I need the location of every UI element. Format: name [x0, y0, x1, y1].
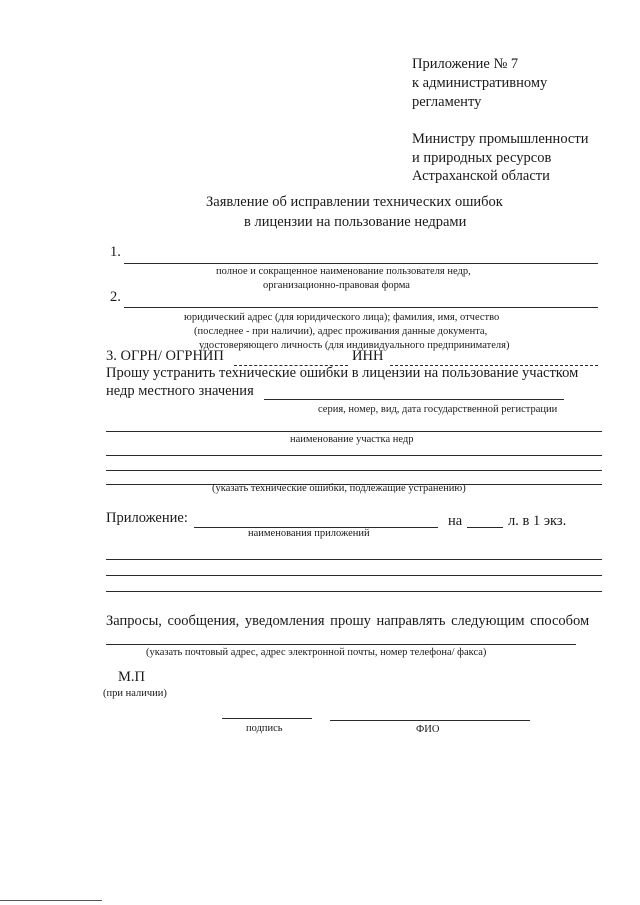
item-1-hint-line-2: организационно-правовая форма — [263, 280, 410, 291]
attachment-input-line-3[interactable] — [106, 591, 602, 592]
site-name-input-line[interactable] — [106, 431, 602, 432]
item-2-hint-line-2: (последнее - при наличии), адрес проживания данные документа, — [194, 326, 488, 337]
item-2-number: 2. — [110, 289, 121, 305]
errors-input-line-1[interactable] — [106, 455, 602, 456]
full-name-input-line[interactable] — [330, 720, 530, 721]
inn-label: ИНН — [352, 348, 384, 364]
item-2-hint-line-1: юридический адрес (для юридического лица); фамилия, имя, отчество — [184, 312, 500, 323]
license-details-hint: серия, номер, вид, дата государственной регистрации — [318, 404, 558, 415]
signature-hint: подпись — [246, 723, 283, 734]
footer-rule — [0, 900, 102, 901]
attachment-label: Приложение: — [106, 510, 188, 526]
attachment-on-label: на — [448, 513, 463, 529]
request-text-line-2: недр местного значения — [106, 383, 254, 399]
delivery-input-line[interactable] — [106, 644, 576, 645]
appendix-number: Приложение № 7 — [412, 56, 519, 72]
document-title-line-2: в лицензии на пользование недрами — [244, 214, 467, 230]
attachment-pages-input-line[interactable] — [467, 527, 503, 528]
item-2-hint-line-3: удостоверяющего личность (для индивидуального предпринимателя) — [199, 340, 510, 351]
attachment-hint: наименования приложений — [248, 528, 370, 539]
site-name-hint: наименование участка недр — [290, 434, 414, 445]
stamp-hint: (при наличии) — [103, 688, 167, 699]
item-2-input-line[interactable] — [124, 307, 598, 308]
delivery-hint: (указать почтовый адрес, адрес электронной почты, номер телефона/ факса) — [146, 647, 487, 658]
document-title-line-1: Заявление об исправлении технических ошибок — [206, 194, 503, 210]
item-1-number: 1. — [110, 244, 121, 260]
ogrn-label: 3. ОГРН/ ОГРНИП — [106, 348, 224, 364]
errors-hint: (указать технические ошибки, подлежащие устранению) — [212, 483, 466, 494]
signature-input-line[interactable] — [222, 718, 312, 719]
attachment-input-line-1[interactable] — [106, 559, 602, 560]
addressee-line-1: Министру промышленности — [412, 131, 589, 147]
addressee-line-3: Астраханской области — [412, 168, 550, 184]
attachment-input-line-2[interactable] — [106, 575, 602, 576]
appendix-reference: к административному — [412, 75, 548, 91]
full-name-hint: ФИО — [416, 724, 440, 735]
stamp-label: М.П — [118, 669, 145, 685]
addressee-line-2: и природных ресурсов — [412, 150, 552, 166]
item-1-hint-line-1: полное и сокращенное наименование пользователя недр, — [216, 266, 471, 277]
item-1-input-line[interactable] — [124, 263, 598, 264]
request-text-line-1: Прошу устранить технические ошибки в лицензии на пользование участком — [106, 365, 579, 381]
attachment-pages-label: л. в 1 экз. — [508, 513, 567, 529]
license-details-input-line[interactable] — [264, 399, 564, 400]
appendix-document: регламенту — [412, 94, 482, 110]
delivery-text: Запросы, сообщения, уведомления прошу направлять следующим способом — [106, 613, 590, 629]
errors-input-line-2[interactable] — [106, 470, 602, 471]
